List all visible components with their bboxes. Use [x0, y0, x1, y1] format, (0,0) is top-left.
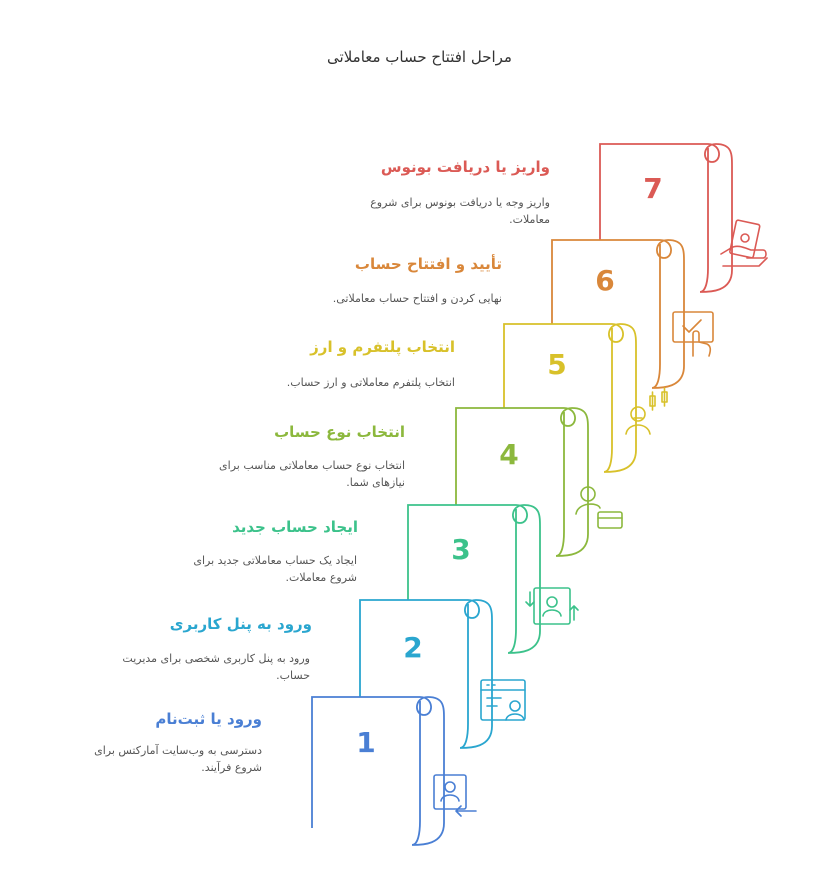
step-description: واریز وجه یا دریافت بونوس برای شروع معاملات.: [370, 196, 550, 226]
step-number: 1: [356, 726, 376, 759]
step-title: انتخاب نوع حساب: [274, 423, 405, 441]
diagram-title: مراحل افتتاح حساب معاملاتی: [327, 48, 512, 66]
step-number: 7: [643, 172, 663, 205]
step-description: نهایی کردن و افتتاح حساب معاملاتی.: [332, 292, 502, 305]
step-title: واریز یا دریافت بونوس: [380, 158, 550, 176]
step-title: ورود به پنل کاربری: [169, 615, 312, 633]
step-title: ایجاد حساب جدید: [232, 518, 358, 536]
step-title: انتخاب پلتفرم و ارز: [310, 338, 455, 356]
step-description: انتخاب نوع حساب معاملاتی مناسب برای نیازهای شما.: [219, 459, 405, 489]
account-switch-icon: [526, 588, 578, 624]
step-description: ایجاد یک حساب معاملاتی جدید برای شروع معاملات.: [193, 554, 357, 584]
step-description: انتخاب پلتفرم معاملاتی و ارز حساب.: [286, 376, 455, 389]
step-number: 2: [403, 631, 423, 664]
step-title: ورود یا ثبت‌نام: [155, 710, 262, 728]
step-description: دسترسی به وب‌سایت آمارکتس برای شروع فرآیند.: [94, 744, 262, 774]
step-number: 6: [595, 264, 615, 297]
step-number: 5: [547, 348, 567, 381]
step-title: تأیید و افتتاح حساب: [354, 255, 502, 273]
step-number: 3: [451, 533, 471, 566]
step-panel-1: [312, 697, 444, 845]
step-description: ورود به پنل کاربری شخصی برای مدیریت حساب.: [122, 652, 310, 682]
step-number: 4: [499, 438, 519, 471]
